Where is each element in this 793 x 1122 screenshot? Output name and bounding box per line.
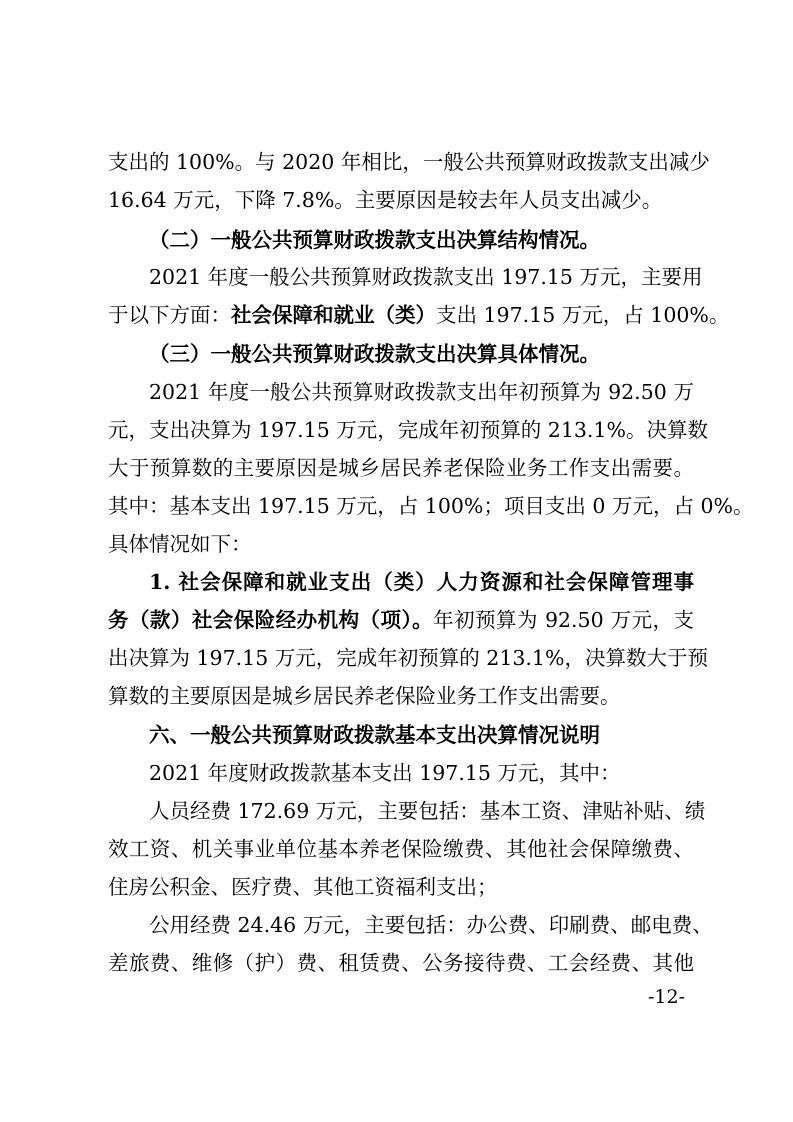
text-line: 支出的 100%。与 2020 年相比，一般公共预算财政拨款支出减少	[108, 150, 710, 174]
text-line: 元，支出决算为 197.15 万元，完成年初预算的 213.1%。决算数	[108, 418, 708, 442]
bold-text-run: 社会保障和就业（类）	[231, 303, 436, 327]
text-run: 年初预算为 92.50 万元，支	[433, 608, 694, 632]
text-line: 住房公积金、医疗费、其他工资福利支出；	[108, 875, 498, 899]
text-line: 效工资、机关事业单位基本养老保险缴费、其他社会保障缴费、	[108, 837, 694, 861]
bold-text-run: 务（款）社会保险经办机构（项）。	[108, 608, 434, 632]
section-heading: （三）一般公共预算财政拨款支出决算具体情况。	[149, 342, 600, 366]
text-line	[108, 300, 730, 330]
text-line: 大于预算数的主要原因是城乡居民养老保险业务工作支出需要。	[108, 456, 694, 480]
text-line: 具体情况如下：	[108, 532, 252, 556]
text-line: 16.64 万元，下降 7.8%。主要原因是较去年人员支出减少。	[108, 188, 663, 212]
text-line: 差旅费、维修（护）费、租赁费、公务接待费、工会经费、其他	[108, 951, 694, 975]
text-line: 2021 年度一般公共预算财政拨款支出 197.15 万元，主要用	[149, 265, 703, 289]
section-heading: （二）一般公共预算财政拨款支出决算结构情况。	[149, 228, 600, 252]
page-number: -12-	[648, 986, 686, 1008]
text-line	[108, 605, 694, 635]
text-line: 公用经费 24.46 万元，主要包括：办公费、印刷费、邮电费、	[149, 913, 713, 937]
text-line: 2021 年度财政拨款基本支出 197.15 万元，其中：	[149, 761, 621, 785]
text-line: 算数的主要原因是城乡居民养老保险业务工作支出需要。	[108, 684, 621, 708]
text-line: 出决算为 197.15 万元，完成年初预算的 213.1%，决算数大于预	[108, 646, 708, 670]
text-run: 支出 197.15 万元，占 100%。	[436, 303, 730, 327]
text-line: 人员经费 172.69 万元，主要包括：基本工资、津贴补贴、绩	[149, 799, 706, 823]
item-heading: 1. 社会保障和就业支出（类）人力资源和社会保障管理事	[149, 570, 694, 594]
text-run: 于以下方面：	[108, 303, 231, 327]
text-line: 其中：基本支出 197.15 万元，占 100%；项目支出 0 万元，占 0%。	[108, 494, 754, 518]
section-heading: 六、一般公共预算财政拨款基本支出决算情况说明	[149, 723, 600, 747]
text-line: 2021 年度一般公共预算财政拨款支出年初预算为 92.50 万	[149, 380, 694, 404]
